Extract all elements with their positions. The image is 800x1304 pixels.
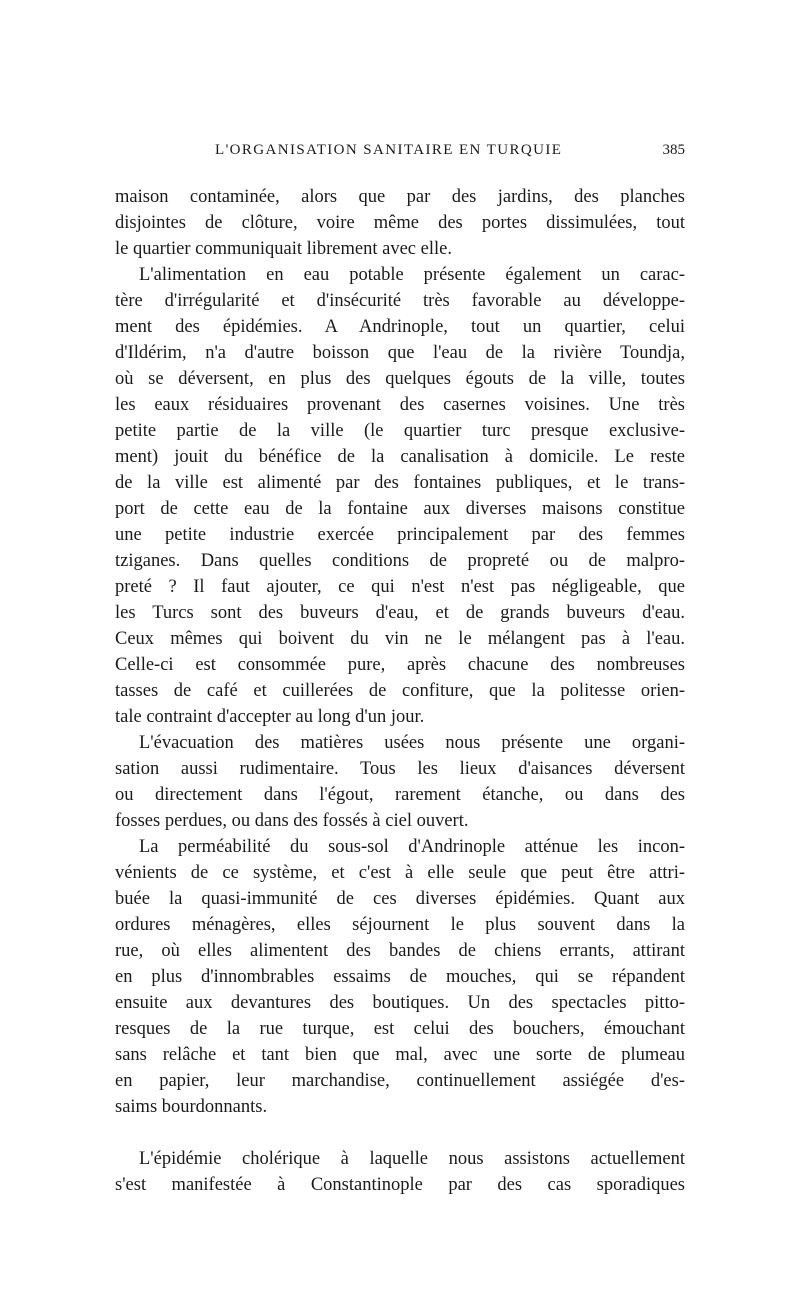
text-line: vénients de ce système, et c'est à elle seule que peut être attri-: [115, 863, 685, 883]
text-line: ment des épidémies. A Andrinople, tout un quartier, celui: [115, 317, 685, 337]
paragraph-gap: [115, 1120, 685, 1146]
text-line: ensuite aux devantures des boutiques. Un des spectacles pitto-: [115, 993, 685, 1013]
text-line: les eaux résiduaires provenant des casernes voisines. Une très: [115, 395, 685, 415]
text-line: buée la quasi-immunité de ces diverses épidémies. Quant aux: [115, 889, 685, 909]
text-line: tère d'irrégularité et d'insécurité très favorable au développe-: [115, 291, 685, 311]
text-line: preté ? Il faut ajouter, ce qui n'est n'est pas négligeable, que: [115, 577, 685, 597]
body-text: [115, 184, 685, 1198]
text-line: port de cette eau de la fontaine aux diverses maisons constitue: [115, 499, 685, 519]
text-line: resques de la rue turque, est celui des bouchers, émouchant: [115, 1019, 685, 1039]
text-line: Celle-ci est consommée pure, après chacune des nombreuses: [115, 655, 685, 675]
text-line: ment) jouit du bénéfice de la canalisation à domicile. Le reste: [115, 447, 685, 467]
text-line: Ceux mêmes qui boivent du vin ne le mélangent pas à l'eau.: [115, 629, 685, 649]
text-line: fosses perdues, ou dans des fossés à ciel ouvert.: [115, 811, 469, 831]
text-line: L'épidémie cholérique à laquelle nous assistons actuellement: [139, 1149, 685, 1169]
text-line: en papier, leur marchandise, continuellement assiégée d'es-: [115, 1071, 685, 1091]
text-line: tale contraint d'accepter au long d'un jour.: [115, 707, 425, 727]
text-line: de la ville est alimenté par des fontaines publiques, et le trans-: [115, 473, 685, 493]
text-line: tasses de café et cuillerées de confiture, que la politesse orien-: [115, 681, 685, 701]
text-line: L'alimentation en eau potable présente également un carac-: [139, 265, 685, 285]
text-line: L'évacuation des matières usées nous présente une organi-: [139, 733, 685, 753]
text-line: d'Ildérim, n'a d'autre boisson que l'eau de la rivière Toundja,: [115, 343, 685, 363]
text-line: une petite industrie exercée principalement par des femmes: [115, 525, 685, 545]
text-line: La perméabilité du sous-sol d'Andrinople atténue les incon-: [139, 837, 685, 857]
text-line: en plus d'innombrables essaims de mouches, qui se répandent: [115, 967, 685, 987]
text-line: rue, où elles alimentent des bandes de chiens errants, attirant: [115, 941, 685, 961]
page-number: 385: [662, 142, 685, 158]
text-line: les Turcs sont des buveurs d'eau, et de grands buveurs d'eau.: [115, 603, 685, 623]
running-head: [115, 142, 685, 166]
text-line: tziganes. Dans quelles conditions de propreté ou de malpro-: [115, 551, 685, 571]
text-line: petite partie de la ville (le quartier turc presque exclusive-: [115, 421, 685, 441]
text-line: saims bourdonnants.: [115, 1097, 268, 1117]
text-line: sation aussi rudimentaire. Tous les lieux d'aisances déversent: [115, 759, 685, 779]
text-line: ordures ménagères, elles séjournent le plus souvent dans la: [115, 915, 685, 935]
text-line: où se déversent, en plus des quelques égouts de la ville, toutes: [115, 369, 685, 389]
text-line: disjointes de clôture, voire même des portes dissimulées, tout: [115, 213, 685, 233]
running-title: L'ORGANISATION SANITAIRE EN TURQUIE: [215, 142, 563, 158]
text-line: ou directement dans l'égout, rarement étanche, ou dans des: [115, 785, 685, 805]
text-line: maison contaminée, alors que par des jardins, des planches: [115, 187, 685, 207]
text-line: le quartier communiquait librement avec elle.: [115, 239, 452, 259]
text-line: sans relâche et tant bien que mal, avec une sorte de plumeau: [115, 1045, 685, 1065]
text-line: s'est manifestée à Constantinople par des cas sporadiques: [115, 1175, 685, 1195]
